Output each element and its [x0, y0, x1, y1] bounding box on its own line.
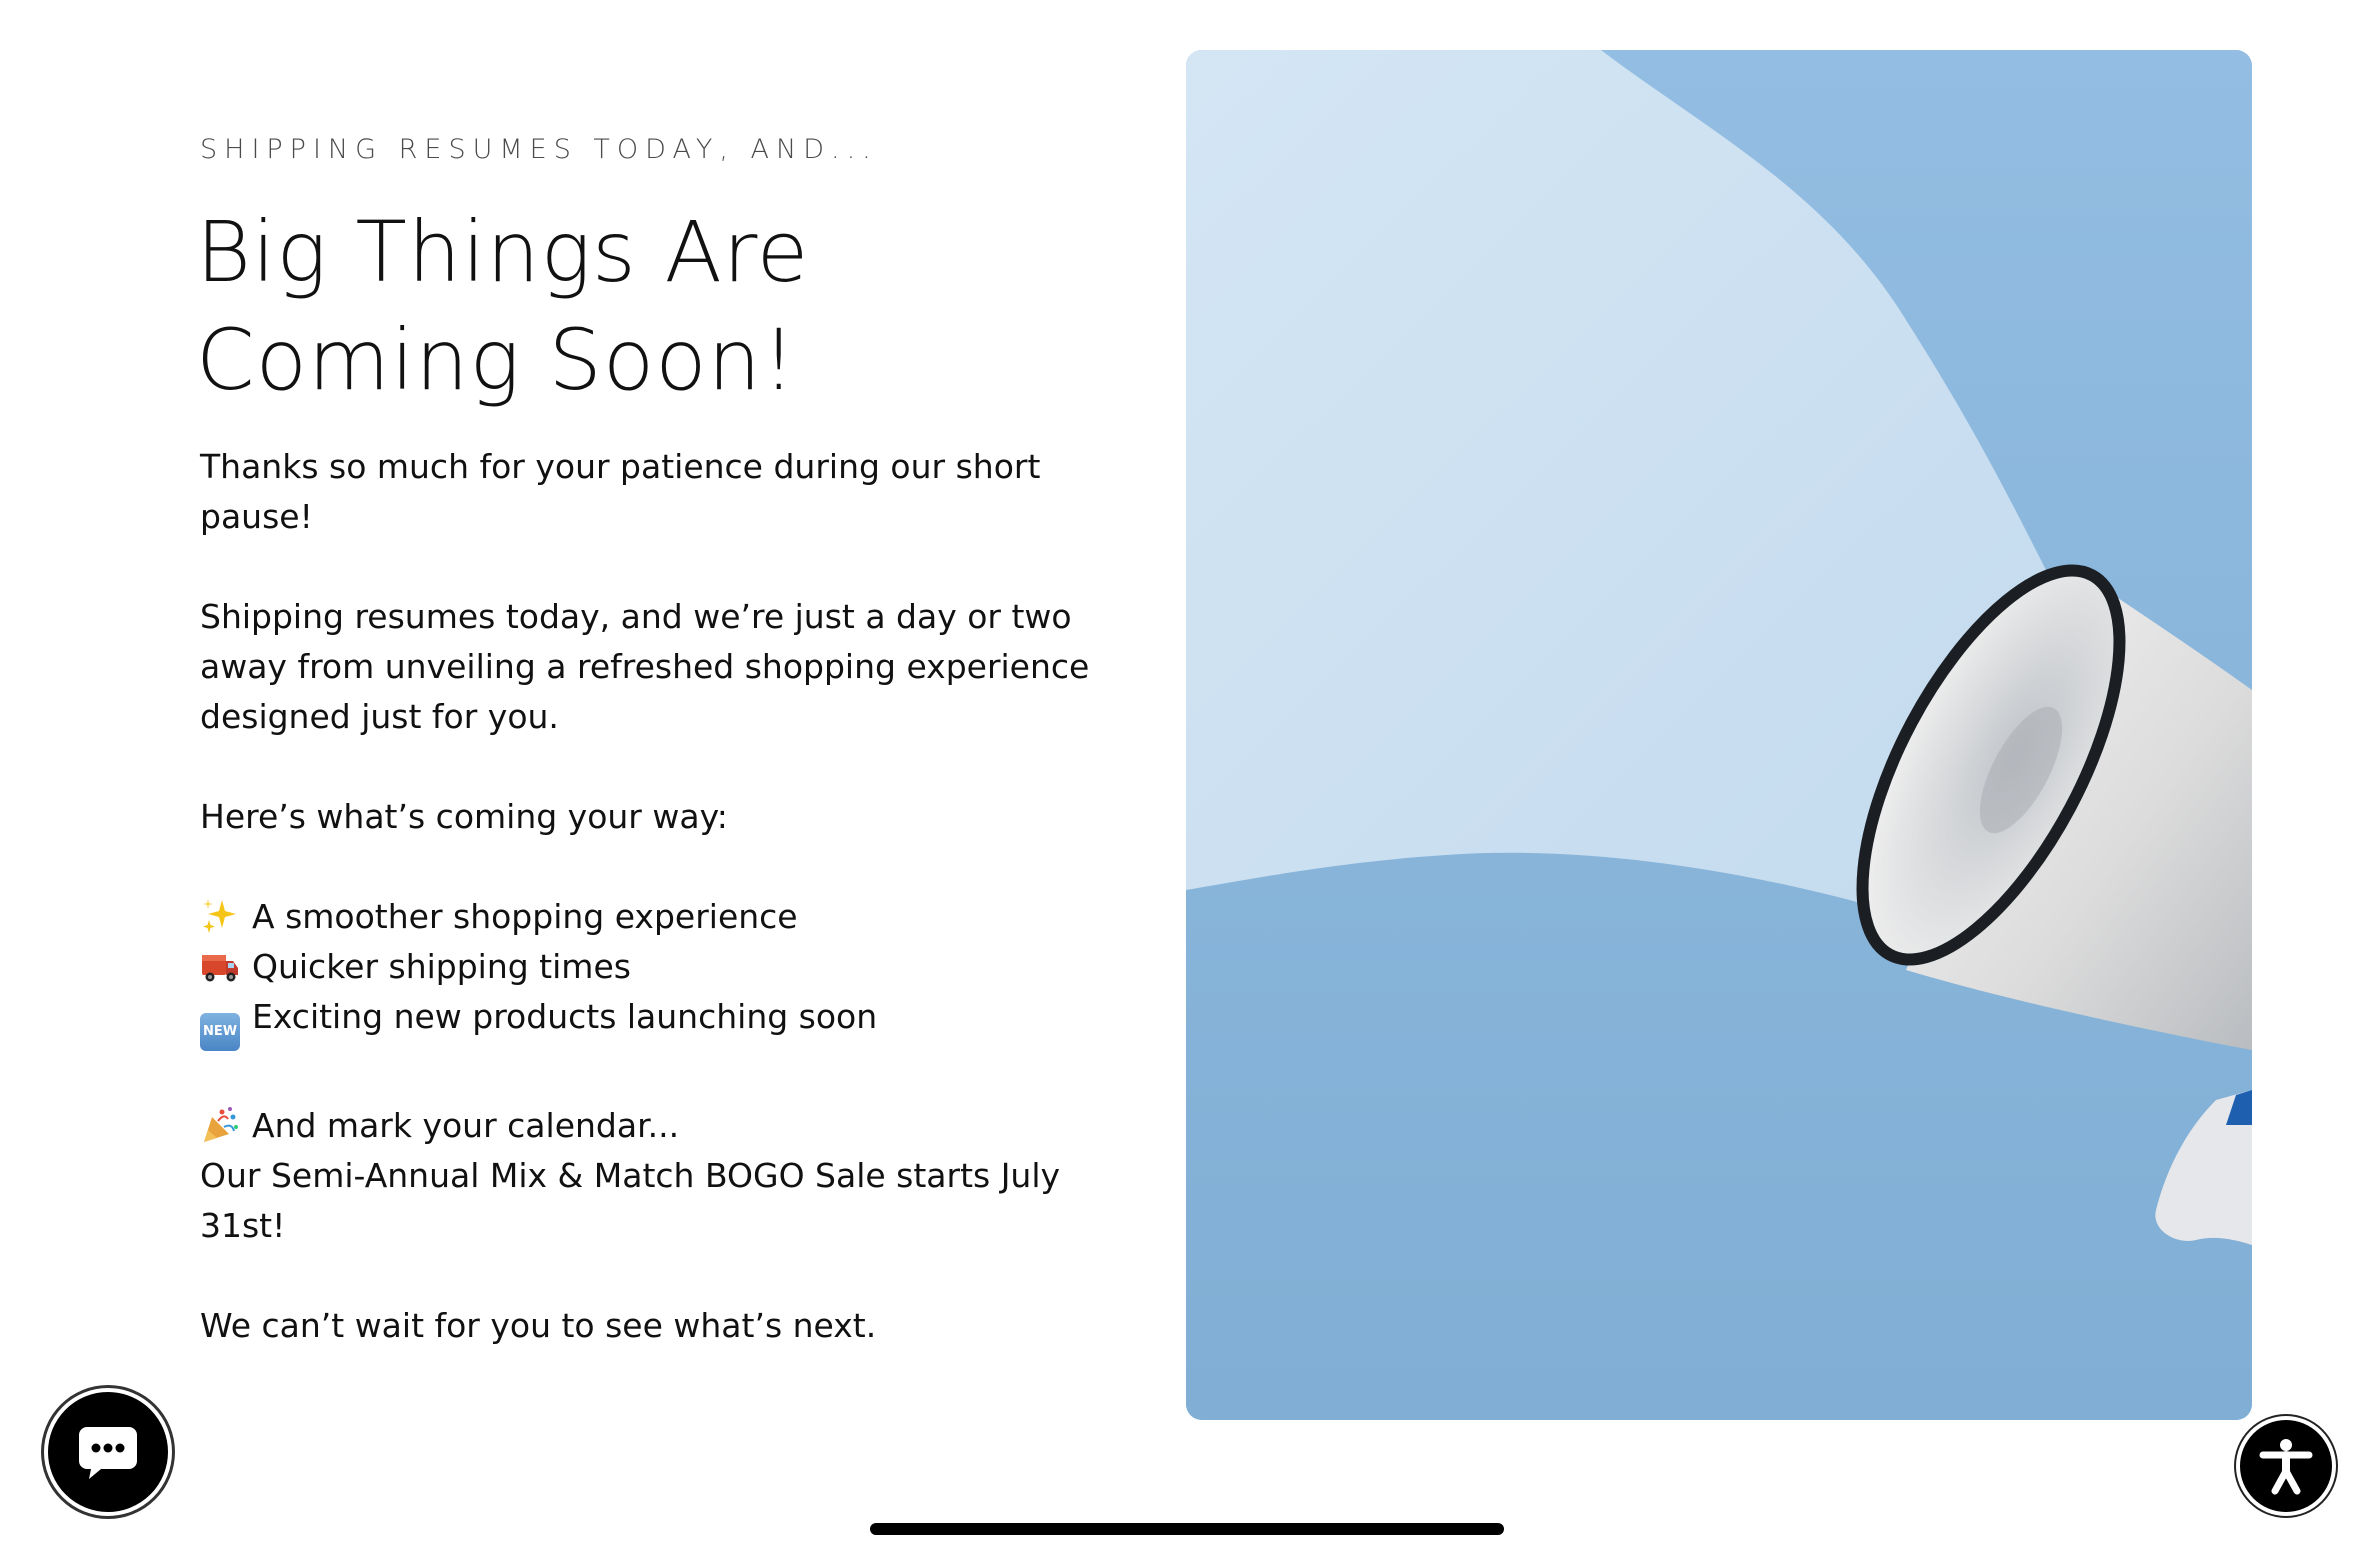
shipping-line-2: away from unveiling a refreshed shopping experience: [200, 647, 1090, 686]
announcement-text: [196, 130, 1100, 1351]
shipping-paragraph: [200, 592, 1100, 742]
calendar-text: And mark your calendar...: [252, 1106, 680, 1145]
sparkles-icon: [200, 896, 240, 936]
headline-line-1: Big Things Are: [196, 203, 810, 301]
list-item: [200, 942, 1100, 992]
chat-button[interactable]: [44, 1388, 172, 1516]
intro-line-1: Thanks so much for your patience during our short: [200, 447, 1041, 486]
page-title: [196, 198, 1100, 414]
intro-paragraph: [200, 442, 1100, 542]
body-copy: [200, 442, 1100, 1351]
accessibility-button[interactable]: [2240, 1420, 2332, 1512]
calendar-paragraph: [200, 1101, 1100, 1251]
party-popper-icon: [200, 1105, 240, 1145]
sale-line-2: 31st!: [200, 1206, 286, 1245]
chat-bubble-icon: [77, 1423, 139, 1481]
delivery-truck-icon: [200, 946, 240, 986]
hero-image: [1186, 50, 2252, 1420]
accessibility-icon: [2255, 1435, 2317, 1497]
shipping-line-3: designed just for you.: [200, 697, 559, 736]
list-item: [200, 892, 1100, 942]
headline-line-2: Coming Soon!: [196, 311, 797, 409]
closing-line: We can’t wait for you to see what’s next.: [200, 1306, 877, 1345]
shipping-line-1: Shipping resumes today, and we’re just a day or two: [200, 597, 1072, 636]
sale-line-1: Our Semi-Annual Mix & Match BOGO Sale starts July: [200, 1156, 1061, 1195]
calendar-line: [200, 1101, 1100, 1151]
list-item: [200, 992, 1100, 1051]
coming-label: Here’s what’s coming your way:: [200, 797, 728, 836]
home-indicator[interactable]: [870, 1523, 1504, 1535]
eyebrow-text: SHIPPING RESUMES TODAY, AND...: [200, 134, 878, 165]
list-item-text: A smoother shopping experience: [252, 897, 798, 936]
megaphone-illustration: [1186, 50, 2252, 1420]
intro-line-2: pause!: [200, 497, 313, 536]
list-item-text: Quicker shipping times: [252, 947, 631, 986]
new-badge-icon: NEW: [200, 1013, 240, 1051]
list-item-text: Exciting new products launching soon: [252, 997, 878, 1036]
feature-list: [200, 892, 1100, 1051]
